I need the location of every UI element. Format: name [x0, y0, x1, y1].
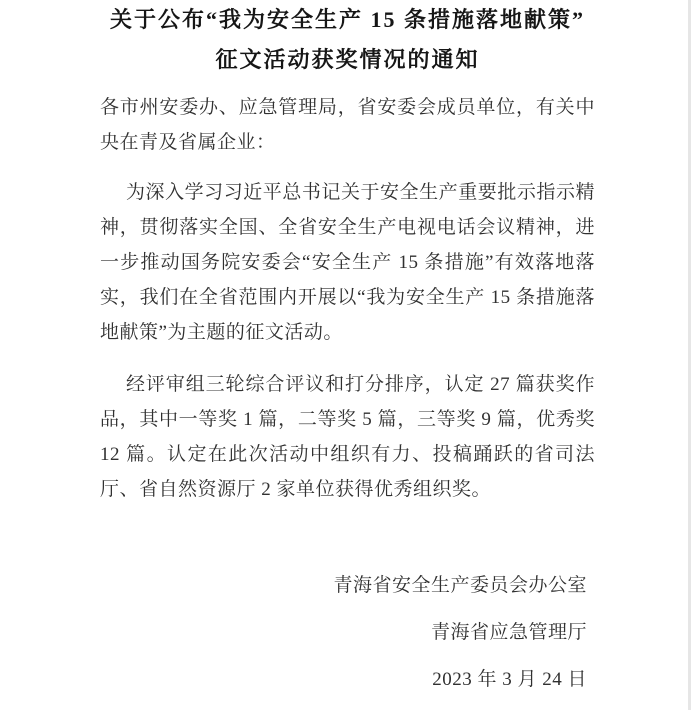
notice-title-line1: 关于公布“我为安全生产 15 条措施落地献策”	[109, 7, 585, 32]
notice-content	[100, 0, 595, 703]
notice-title-line2: 征文活动获奖情况的通知	[215, 47, 480, 72]
body-paragraph-1: 为深入学习习近平总书记关于安全生产重要批示指示精神，贯彻落实全国、全省安全生产电视电话会议精神，进一步推动国务院安委会“安全生产 15 条措施”有效落地落实，我们在全省范围内开展以“我为安全生产 15 条措施落地献策”为主题的征文活动。	[100, 182, 595, 343]
page-edge-line	[688, 0, 691, 710]
signature-block	[100, 562, 595, 703]
signature-org-2: 青海省应急管理厅	[430, 622, 587, 643]
body-paragraph-2: 经评审组三轮综合评议和打分排序，认定 27 篇获奖作品，其中一等奖 1 篇，二等奖 5 篇，三等奖 9 篇，优秀奖 12 篇。认定在此次活动中组织有力、投稿踊跃的省司法厅、省自然资源厅 2 家单位获得优秀组织奖。	[100, 374, 595, 500]
salutation: 各市州安委办、应急管理局，省安委会成员单位，有关中央在青及省属企业：	[100, 97, 595, 153]
signature-date: 2023 年 3 月 24 日	[432, 669, 587, 690]
signature-org-1: 青海省安全生产委员会办公室	[333, 575, 587, 596]
notice-title	[100, 0, 595, 80]
